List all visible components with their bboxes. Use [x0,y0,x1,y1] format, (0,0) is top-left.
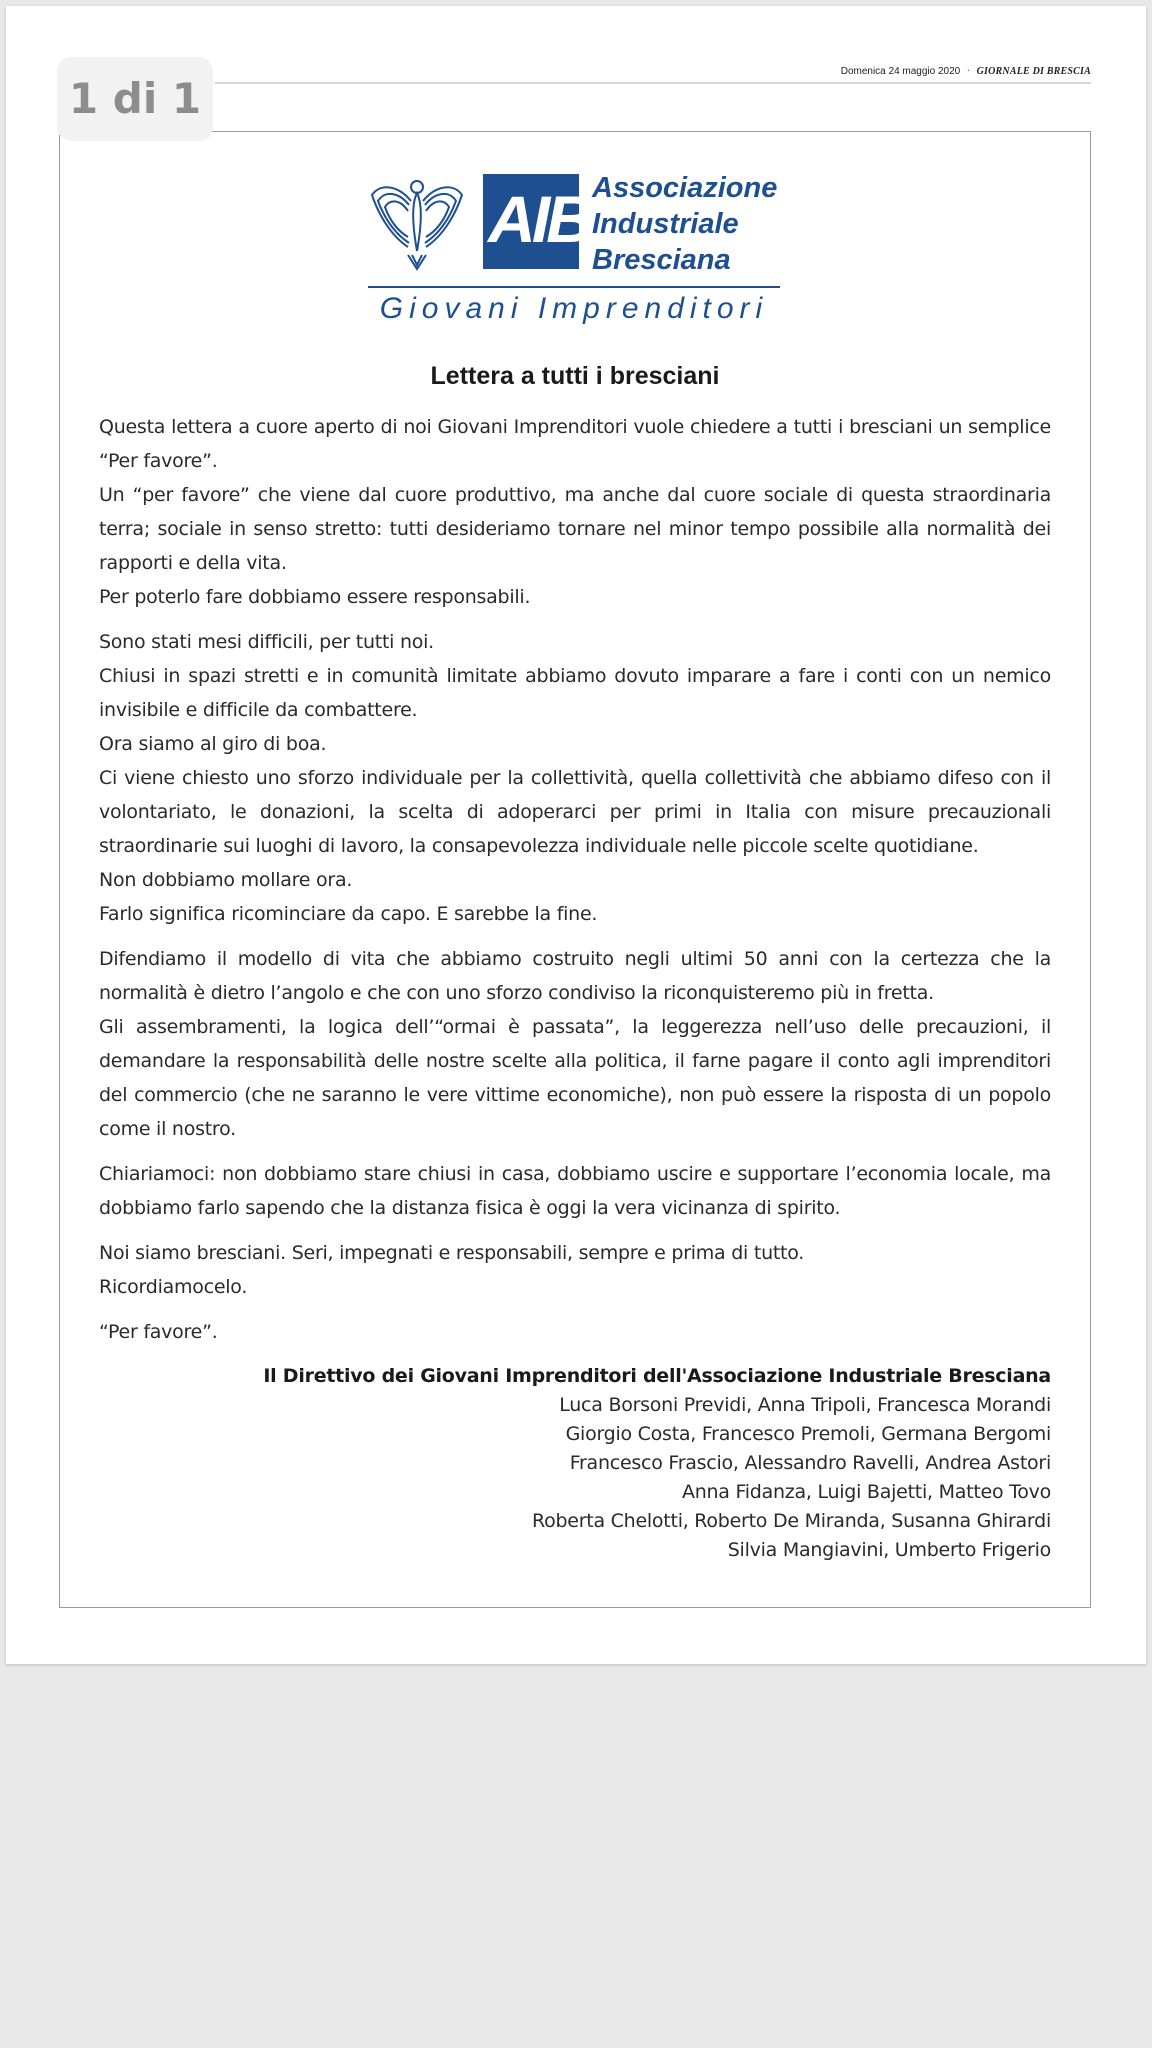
association-name-line: Associazione [592,172,778,204]
letter-line: Ricordiamocelo. [99,1276,248,1298]
letter-paragraph [99,1236,1051,1304]
letter-paragraph [99,942,1051,1146]
logo-divider [368,286,780,288]
letter-paragraph [99,1315,1051,1349]
signatory-names: Francesco Frascio, Alessandro Ravelli, Andrea Astori [569,1452,1051,1474]
letter-paragraph [99,1157,1051,1225]
signature-heading: Il Direttivo dei Giovani Imprenditori dell'Associazione Industriale Bresciana [263,1365,1051,1387]
signatory-names: Giorgio Costa, Francesco Premoli, Germana Bergomi [565,1423,1051,1445]
aib-monogram-text: AIB [488,182,590,256]
association-name-line: Bresciana [592,244,731,276]
signatory-names: Anna Fidanza, Luigi Bajetti, Matteo Tovo [681,1481,1051,1503]
letter-line: Per poterlo fare dobbiamo essere responsabili. [99,586,531,608]
letter-title: Lettera a tutti i bresciani [430,362,720,390]
logo-subtitle: Giovani Imprenditori [379,292,769,325]
publication-date: Domenica 24 maggio 2020 [840,66,961,77]
letter-line: Chiusi in spazi stretti e in comunità limitate abbiamo dovuto imparare a fare i conti con un nemico invisibile e difficile da combattere. [99,665,1051,721]
letter-line: Noi siamo bresciani. Seri, impegnati e responsabili, sempre e prima di tutto. [99,1242,805,1264]
aib-monogram [483,174,590,269]
letter-line: “Per favore”. [99,1321,218,1343]
masthead-divider [215,82,1091,84]
page-indicator: 1 di 1 [57,57,213,141]
letter-body [99,410,1051,1360]
association-name-line: Industriale [592,208,739,240]
signatory-names: Silvia Mangiavini, Umberto Frigerio [727,1539,1051,1561]
signatory-names: Luca Borsoni Previdi, Anna Tripoli, Francesca Morandi [559,1394,1051,1416]
letter-line: Questa lettera a cuore aperto di noi Giovani Imprenditori vuole chiedere a tutti i bresciani un semplice “Per favore”. [99,416,1051,472]
letter-line: Difendiamo il modello di vita che abbiamo costruito negli ultimi 50 anni con la certezza che la normalità è dietro l’angolo e che con uno sforzo condiviso la riconquisteremo più in fretta. [99,948,1051,1004]
letter-line: Ora siamo al giro di boa. [99,733,327,755]
signatory-names: Roberta Chelotti, Roberto De Miranda, Susanna Ghirardi [531,1510,1051,1532]
signature-block [99,1362,1051,1565]
letter-line: Non dobbiamo mollare ora. [99,869,353,891]
eagle-icon [368,173,466,273]
letter-line: Farlo significa ricominciare da capo. E sarebbe la fine. [99,903,598,925]
aib-logo [368,170,783,334]
newspaper-name: GIORNALE DI BRESCIA [976,66,1091,77]
letter-line: Ci viene chiesto uno sforzo individuale per la collettività, quella collettività che abbiamo difeso con il volontariato, le donazioni, la scelta di adoperarci per primi in Italia con misure precauzionali straordinarie sui luoghi di lavoro, la consapevolezza individuale nelle piccole scelte quotidiane. [99,767,1051,857]
letter-line: Un “per favore” che viene dal cuore produttivo, ma anche dal cuore sociale di questa straordinaria terra; sociale in senso stretto: tutti desideriamo tornare nel minor tempo possibile alla normalità dei rapporti e della vita. [99,484,1051,574]
masthead-separator: · [966,66,971,77]
association-name [592,170,792,278]
letter-paragraph [99,625,1051,931]
letter-line: Sono stati mesi difficili, per tutti noi. [99,631,434,653]
letter-line: Gli assembramenti, la logica dell’“ormai è passata”, la leggerezza nell’uso delle precauzioni, il demandare la responsabilità delle nostre scelte alla politica, il farne pagare il conto agli imprenditori del commercio (che ne saranno le vere vittime economiche), non può essere la risposta di un popolo come il nostro. [99,1016,1051,1140]
letter-paragraph [99,410,1051,614]
letter-line: Chiariamoci: non dobbiamo stare chiusi in casa, dobbiamo uscire e supportare l’economia locale, ma dobbiamo farlo sapendo che la distanza fisica è oggi la vera vicinanza di spirito. [99,1163,1051,1219]
